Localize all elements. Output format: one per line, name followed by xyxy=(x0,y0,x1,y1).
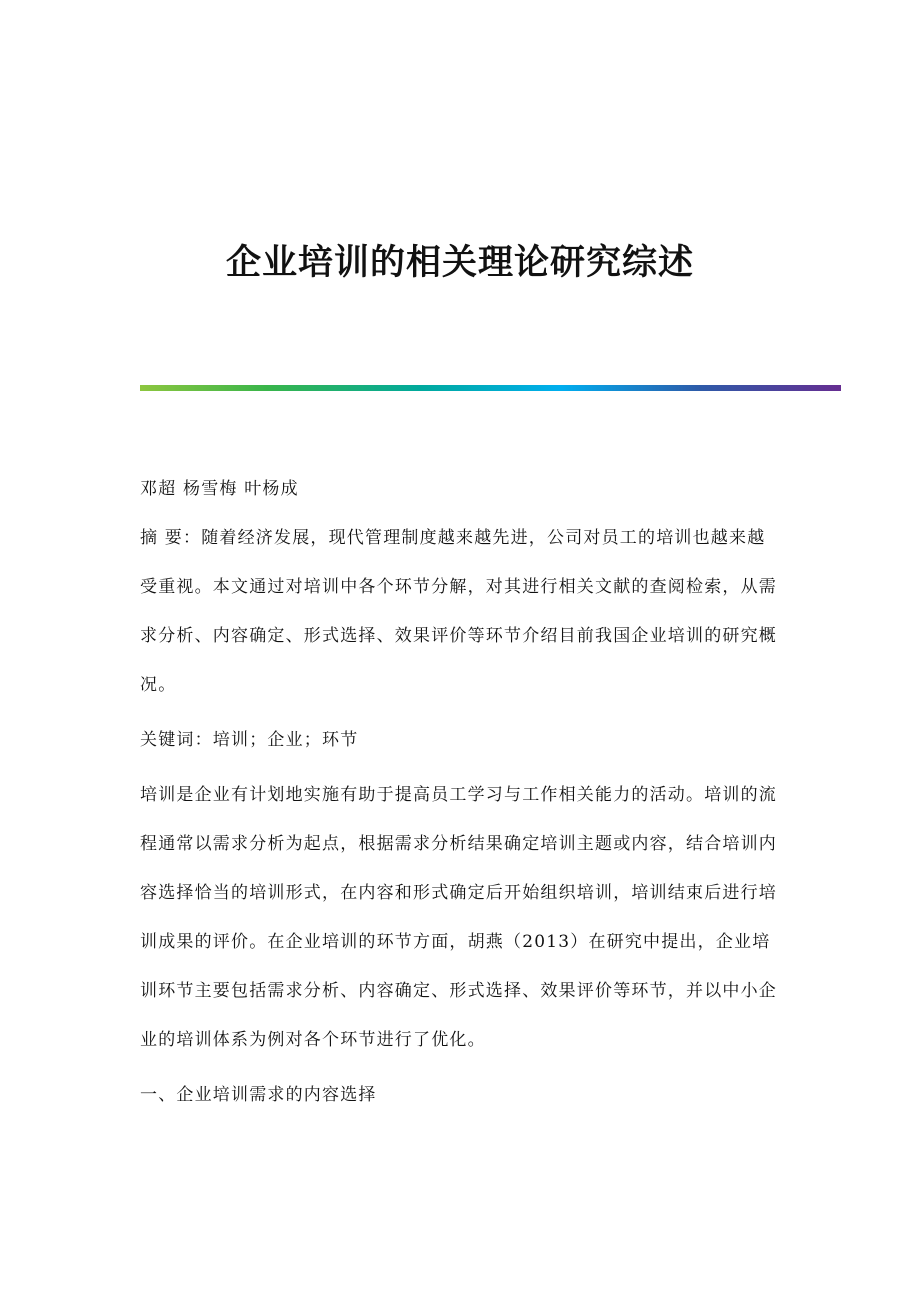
authors-line: 邓超 杨雪梅 叶杨成 xyxy=(140,479,299,499)
keywords-line: 关键词：培训；企业；环节 xyxy=(140,730,359,750)
section-heading: 一、企业培训需求的内容选择 xyxy=(140,1085,377,1105)
document-body xyxy=(140,465,780,1126)
intro-paragraph: 培训是企业有计划地实施有助于提高员工学习与工作相关能力的活动。培训的流程通常以需求分析为起点，根据需求分析结果确定培训主题或内容，结合培训内容选择恰当的培训形式，在内容和形式确定后开始组织培训，培训结束后进行培训成果的评价。在企业培训的环节方面，胡燕（2013）在研究中提出，企业培训环节主要包括需求分析、内容确定、形式选择、效果评价等环节，并以中小企业的培训体系为例对各个环节进行了优化。 xyxy=(140,785,777,1050)
title-divider xyxy=(140,385,841,391)
abstract-paragraph: 摘 要：随着经济发展，现代管理制度越来越先进，公司对员工的培训也越来越受重视。本文通过对培训中各个环节分解，对其进行相关文献的查阅检索，从需求分析、内容确定、形式选择、效果评价等环节介绍目前我国企业培训的研究概况。 xyxy=(140,528,777,695)
document-title: 企业培训的相关理论研究综述 xyxy=(225,242,694,284)
